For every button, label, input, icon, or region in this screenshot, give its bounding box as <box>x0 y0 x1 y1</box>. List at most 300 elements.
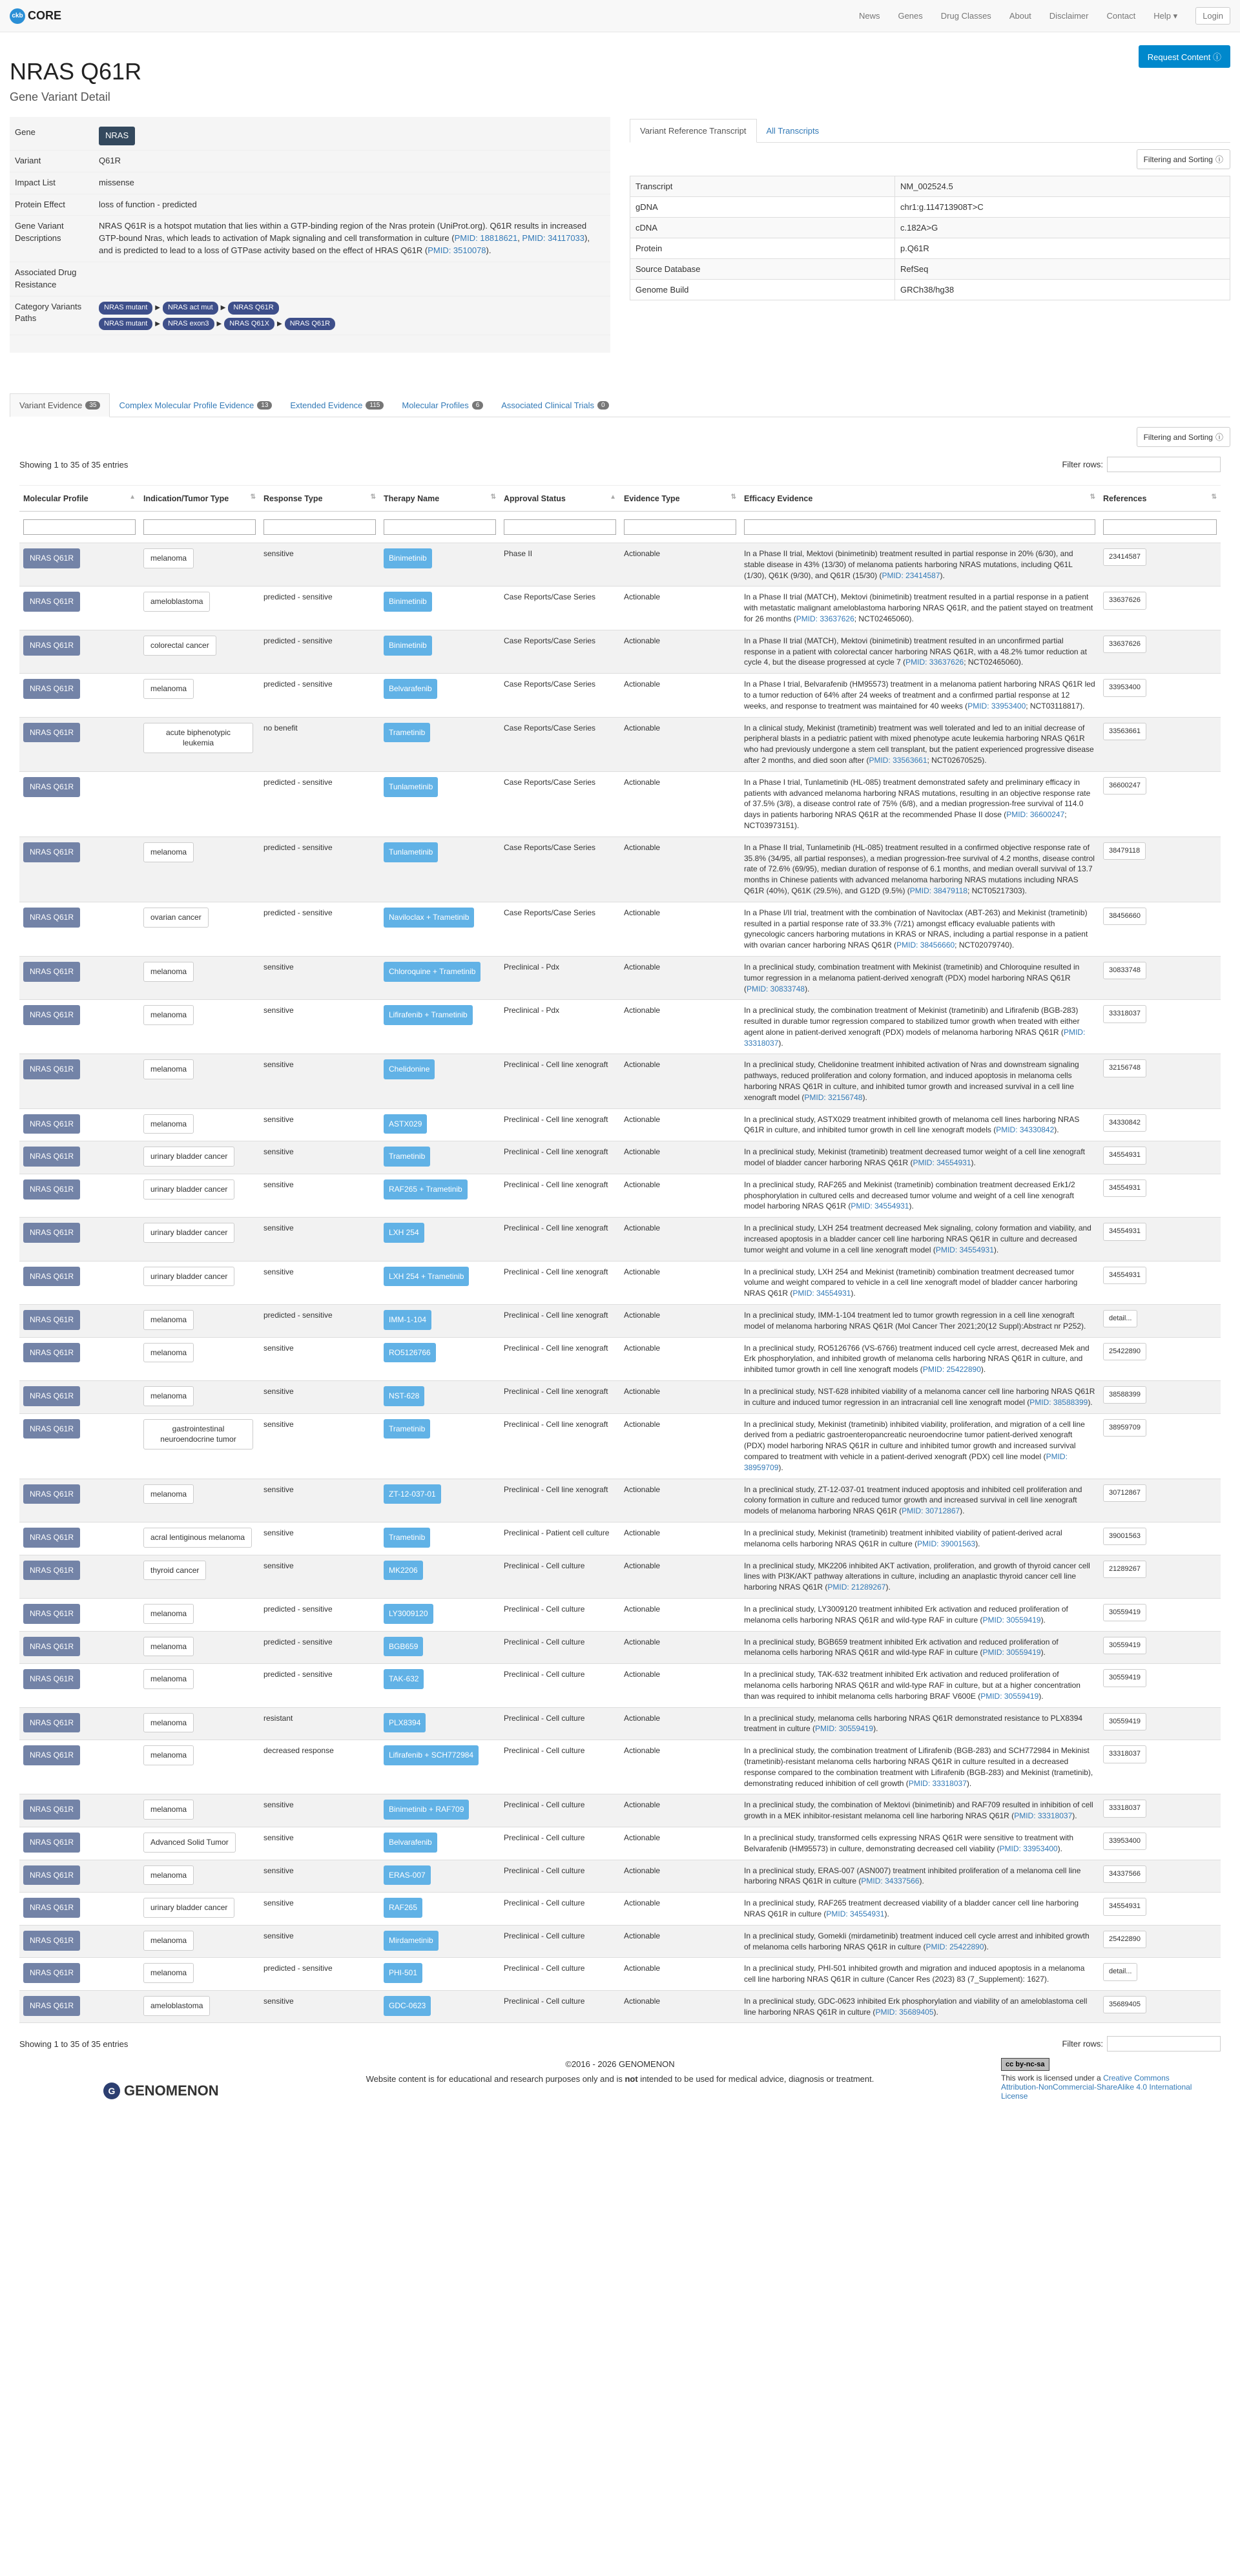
indication-button[interactable]: melanoma <box>143 1963 194 1983</box>
therapy-button[interactable]: BGB659 <box>384 1637 423 1657</box>
reference-button[interactable]: 36600247 <box>1103 777 1146 795</box>
therapy-cell <box>380 1218 500 1261</box>
column-therapy-name[interactable] <box>380 486 500 512</box>
pmid-link[interactable]: PMID: 3510078 <box>428 245 486 256</box>
pmid-link[interactable]: PMID: 39001563 <box>917 1539 976 1548</box>
pmid-link[interactable]: PMID: 33563661 <box>869 755 927 765</box>
pmid-link[interactable]: PMID: 35689405 <box>875 2007 934 2017</box>
indication-button[interactable]: melanoma <box>143 679 194 699</box>
response-type-cell: sensitive <box>260 1893 380 1926</box>
indication-cell <box>140 1174 260 1217</box>
therapy-button[interactable]: Belvarafenib <box>384 1833 437 1853</box>
assoc-value <box>99 267 605 291</box>
reference-button[interactable]: 35689405 <box>1103 1996 1146 2013</box>
therapy-button[interactable]: Trametinib <box>384 1528 430 1548</box>
evidence-filter-button[interactable] <box>1137 427 1230 447</box>
help-label: Help <box>1153 10 1172 21</box>
transcript-value: c.182A>G <box>895 218 1230 238</box>
reference-button[interactable]: 30559419 <box>1103 1637 1146 1654</box>
tab-all-transcripts[interactable]: All Transcripts <box>766 126 820 136</box>
molecular-profile-button[interactable]: NRAS Q61R <box>23 962 80 982</box>
therapy-button[interactable]: IMM-1-104 <box>384 1310 431 1330</box>
molecular-profile-button[interactable]: NRAS Q61R <box>23 1561 80 1581</box>
pmid-link[interactable]: PMID: 33953400 <box>967 701 1026 711</box>
molecular-profile-cell <box>19 1000 140 1054</box>
indication-cell <box>140 1740 260 1794</box>
molecular-profile-button[interactable]: NRAS Q61R <box>23 777 80 797</box>
pmid-link[interactable]: PMID: 30559419 <box>982 1615 1041 1625</box>
molecular-profile-button[interactable]: NRAS Q61R <box>23 1114 80 1134</box>
references-cell <box>1099 1381 1221 1414</box>
indication-button[interactable]: melanoma <box>143 1713 194 1733</box>
pmid-link[interactable]: PMID: 32156748 <box>804 1092 863 1102</box>
approval-status-cell: Preclinical - Cell line xenograft <box>500 1479 620 1522</box>
molecular-profile-button[interactable]: NRAS Q61R <box>23 723 80 743</box>
response-type-cell: predicted - sensitive <box>260 902 380 956</box>
filter-approval-status-input[interactable] <box>504 519 616 535</box>
therapy-button[interactable]: RO5126766 <box>384 1343 436 1363</box>
therapy-button[interactable]: ASTX029 <box>384 1114 427 1134</box>
evidence-table <box>19 485 1221 2023</box>
therapy-button[interactable]: GDC-0623 <box>384 1996 431 2016</box>
molecular-profile-button[interactable]: NRAS Q61R <box>23 1147 80 1167</box>
reference-button[interactable]: 34554931 <box>1103 1179 1146 1197</box>
molecular-profile-cell <box>19 1707 140 1740</box>
indication-button[interactable]: acral lentiginous melanoma <box>143 1528 252 1548</box>
efficacy-tail: ; NCT02670525). <box>927 755 987 765</box>
reference-button[interactable]: detail... <box>1103 1963 1137 1980</box>
indication-button[interactable]: melanoma <box>143 1800 194 1820</box>
filter-indication-input[interactable] <box>143 519 256 535</box>
pmid-link[interactable]: PMID: 33318037 <box>908 1778 967 1788</box>
efficacy-text: In a preclinical study, combination treatment with Mekinist (trametinib) and Chloroquine resulted in tumor regression in a melanoma patient-derived xenograft (PDX) model harboring NRAS Q61R ( <box>744 962 1080 993</box>
tab-molecular-profiles[interactable] <box>393 394 492 417</box>
molecular-profile-button[interactable]: NRAS Q61R <box>23 1419 80 1439</box>
indication-button[interactable]: melanoma <box>143 1343 194 1363</box>
reference-button[interactable]: 32156748 <box>1103 1059 1146 1077</box>
therapy-button[interactable]: Binimetinib <box>384 592 432 612</box>
response-type-cell: sensitive <box>260 1000 380 1054</box>
molecular-profile-button[interactable]: NRAS Q61R <box>23 1604 80 1624</box>
indication-button[interactable]: thyroid cancer <box>143 1561 206 1581</box>
pmid-link[interactable]: PMID: 33318037 <box>1014 1811 1073 1821</box>
filter-efficacy-evidence-input[interactable] <box>744 519 1095 535</box>
reference-button[interactable]: 33318037 <box>1103 1745 1146 1763</box>
molecular-profile-button[interactable]: NRAS Q61R <box>23 1800 80 1820</box>
filter-molecular-profile-input[interactable] <box>23 519 136 535</box>
reference-button[interactable]: 30712867 <box>1103 1484 1146 1502</box>
efficacy-text: In a preclinical study, the combination of Mektovi (binimetinib) and RAF709 resulted in inhibition of cell growth in a MEK inhibitor-resistant melanoma cell line harboring NRAS Q61R ( <box>744 1800 1093 1821</box>
reference-button[interactable]: 34554931 <box>1103 1147 1146 1164</box>
references-cell <box>1099 1479 1221 1522</box>
approval-status-cell: Preclinical - Cell line xenograft <box>500 1305 620 1338</box>
pmid-link[interactable]: PMID: 30559419 <box>982 1648 1041 1657</box>
indication-button[interactable]: melanoma <box>143 962 194 982</box>
tab-variant-reference-transcript[interactable]: Variant Reference Transcript <box>630 119 757 143</box>
indication-button[interactable]: melanoma <box>143 1386 194 1406</box>
therapy-button[interactable]: TAK-632 <box>384 1669 424 1689</box>
tab-label: Molecular Profiles <box>402 400 469 410</box>
reference-button[interactable]: 34330842 <box>1103 1114 1146 1132</box>
molecular-profile-cell <box>19 1598 140 1631</box>
indication-button[interactable]: urinary bladder cancer <box>143 1898 234 1918</box>
therapy-button[interactable]: Trametinib <box>384 723 430 743</box>
column-references[interactable] <box>1099 486 1221 512</box>
disclaimer-pre: Website content is for educational and research purposes only and is <box>366 2074 625 2084</box>
path-pill[interactable]: NRAS Q61R <box>228 302 278 315</box>
molecular-profile-button[interactable]: NRAS Q61R <box>23 1865 80 1885</box>
references-cell <box>1099 1000 1221 1054</box>
reference-button[interactable]: 33637626 <box>1103 636 1146 653</box>
nav-help-dropdown[interactable] <box>1153 11 1177 21</box>
column-efficacy-evidence[interactable] <box>740 486 1099 512</box>
column-indication[interactable] <box>140 486 260 512</box>
molecular-profile-button[interactable]: NRAS Q61R <box>23 1528 80 1548</box>
molecular-profile-button[interactable]: NRAS Q61R <box>23 1898 80 1918</box>
evidence-type-cell: Actionable <box>620 1860 740 1893</box>
indication-button[interactable]: ameloblastoma <box>143 1996 210 2016</box>
indication-cell <box>140 1958 260 1991</box>
reference-button[interactable]: 33318037 <box>1103 1005 1146 1023</box>
therapy-button[interactable]: Trametinib <box>384 1419 430 1439</box>
molecular-profile-button[interactable]: NRAS Q61R <box>23 1745 80 1765</box>
efficacy-text: In a preclinical study, melanoma cells harboring NRAS Q61R demonstrated resistance to PLX8394 treatment in culture ( <box>744 1713 1083 1734</box>
indication-button[interactable]: melanoma <box>143 842 194 862</box>
molecular-profile-button[interactable]: NRAS Q61R <box>23 1343 80 1363</box>
references-cell <box>1099 1664 1221 1707</box>
molecular-profile-button[interactable]: NRAS Q61R <box>23 842 80 862</box>
pmid-link[interactable]: PMID: 30712867 <box>902 1506 960 1516</box>
login-button[interactable]: Login <box>1195 7 1230 25</box>
indication-button[interactable]: urinary bladder cancer <box>143 1223 234 1243</box>
indication-button[interactable]: melanoma <box>143 1637 194 1657</box>
molecular-profile-cell <box>19 1794 140 1827</box>
indication-button[interactable]: melanoma <box>143 1005 194 1025</box>
transcript-filter-button[interactable] <box>1137 149 1230 169</box>
indication-button[interactable]: melanoma <box>143 1059 194 1079</box>
response-type-cell: no benefit <box>260 717 380 771</box>
molecular-profile-button[interactable]: NRAS Q61R <box>23 1310 80 1330</box>
nav-link-contact[interactable]: Contact <box>1106 11 1136 21</box>
molecular-profile-button[interactable]: NRAS Q61R <box>23 1059 80 1079</box>
pmid-link[interactable]: PMID: 33318037 <box>744 1027 1086 1048</box>
efficacy-evidence-cell <box>740 1141 1099 1174</box>
evidence-type-cell: Actionable <box>620 1631 740 1664</box>
molecular-profile-button[interactable]: NRAS Q61R <box>23 592 80 612</box>
pmid-link[interactable]: PMID: 34554931 <box>851 1201 909 1211</box>
molecular-profile-cell <box>19 587 140 630</box>
reference-button[interactable]: 39001563 <box>1103 1528 1146 1545</box>
efficacy-text: In a Phase I/II trial, treatment with the combination of Navitoclax (ABT-263) and Mekinist (trametinib) resulted in a partial response rate of 33.3% (7/21) amongst efficacy evaluable patients with gynecologic cancers harboring mutations in KRAS or NRAS, including a partial response in a patient with ovarian cancer harboring NRAS Q61R ( <box>744 908 1088 950</box>
reference-button[interactable]: 33953400 <box>1103 1833 1146 1850</box>
indication-button[interactable]: melanoma <box>143 1310 194 1330</box>
filter-rows-input[interactable] <box>1107 457 1221 472</box>
pmid-link[interactable]: PMID: 33953400 <box>999 1844 1058 1853</box>
therapy-button[interactable]: Belvarafenib <box>384 679 437 699</box>
reference-button[interactable]: 30833748 <box>1103 962 1146 979</box>
indication-button[interactable]: melanoma <box>143 1865 194 1885</box>
therapy-button[interactable]: ERAS-007 <box>384 1865 431 1885</box>
therapy-button[interactable]: LY3009120 <box>384 1604 433 1624</box>
pmid-link[interactable]: PMID: 23414587 <box>882 570 940 580</box>
indication-button[interactable]: melanoma <box>143 548 194 568</box>
indication-button[interactable]: melanoma <box>143 1931 194 1951</box>
therapy-cell <box>380 956 500 999</box>
response-type-cell: sensitive <box>260 1925 380 1958</box>
efficacy-tail: ; NCT02465060). <box>854 614 914 623</box>
therapy-button[interactable]: Tunlametinib <box>384 842 438 862</box>
molecular-profile-button[interactable]: NRAS Q61R <box>23 1963 80 1983</box>
molecular-profile-button[interactable]: NRAS Q61R <box>23 1713 80 1733</box>
reference-button[interactable]: 33637626 <box>1103 592 1146 609</box>
molecular-profile-button[interactable]: NRAS Q61R <box>23 636 80 656</box>
molecular-profile-button[interactable]: NRAS Q61R <box>23 1005 80 1025</box>
molecular-profile-button[interactable]: NRAS Q61R <box>23 1179 80 1200</box>
pmid-link[interactable]: PMID: 25422890 <box>925 1942 984 1951</box>
approval-status-cell: Preclinical - Patient cell culture <box>500 1522 620 1555</box>
caret-down-icon: ▾ <box>1173 10 1178 21</box>
reference-button[interactable]: 25422890 <box>1103 1343 1146 1360</box>
path-pill[interactable]: NRAS act mut <box>163 302 218 315</box>
molecular-profile-button[interactable]: NRAS Q61R <box>23 1223 80 1243</box>
therapy-button[interactable]: Chelidonine <box>384 1059 435 1079</box>
pmid-link[interactable]: PMID: 38456660 <box>896 940 955 950</box>
therapy-button[interactable]: RAF265 <box>384 1898 422 1918</box>
approval-status-cell: Preclinical - Cell culture <box>500 1990 620 2023</box>
license-link[interactable]: Creative Commons Attribution-NonCommercial-ShareAlike 4.0 International License <box>1001 2073 1192 2101</box>
therapy-button[interactable]: Lifirafenib + Trametinib <box>384 1005 473 1025</box>
pmid-link[interactable]: PMID: 38479118 <box>909 886 967 895</box>
response-type-cell: sensitive <box>260 956 380 999</box>
pmid-link[interactable]: PMID: 36600247 <box>1006 810 1065 820</box>
pmid-link[interactable]: PMID: 34554931 <box>913 1158 971 1168</box>
nav-link-about[interactable]: About <box>1009 11 1031 21</box>
therapy-cell <box>380 1990 500 2023</box>
therapy-button[interactable]: RAF265 + Trametinib <box>384 1179 468 1200</box>
molecular-profile-button[interactable]: NRAS Q61R <box>23 1267 80 1287</box>
evidence-type-cell: Actionable <box>620 1000 740 1054</box>
efficacy-evidence-cell <box>740 1598 1099 1631</box>
efficacy-text: In a preclinical study, ASTX029 treatment inhibited growth of melanoma cell lines harboring NRAS Q61R in culture, and inhibited tumor growth in cell line xenograft models ( <box>744 1114 1080 1135</box>
reference-button[interactable]: 38959709 <box>1103 1419 1146 1437</box>
therapy-button[interactable]: PLX8394 <box>384 1713 426 1733</box>
pmid-link[interactable]: PMID: 38588399 <box>1029 1397 1088 1407</box>
column-evidence-type[interactable] <box>620 486 740 512</box>
molecular-profile-button[interactable]: NRAS Q61R <box>23 908 80 928</box>
reference-button[interactable]: 33563661 <box>1103 723 1146 740</box>
evidence-type-cell: Actionable <box>620 543 740 587</box>
pmid-link[interactable]: PMID: 34117033 <box>522 233 585 244</box>
column-approval-status[interactable] <box>500 486 620 512</box>
reference-button[interactable]: 34554931 <box>1103 1898 1146 1915</box>
efficacy-tail: ). <box>778 1038 783 1048</box>
response-type-cell: predicted - sensitive <box>260 674 380 717</box>
pmid-link[interactable]: PMID: 30559419 <box>815 1724 874 1734</box>
references-cell <box>1099 1305 1221 1338</box>
pmid-link[interactable]: PMID: 18818621 <box>454 233 518 244</box>
pmid-link[interactable]: PMID: 34330842 <box>996 1125 1055 1135</box>
indication-button[interactable]: urinary bladder cancer <box>143 1179 234 1200</box>
therapy-button[interactable]: Binimetinib + RAF709 <box>384 1800 469 1820</box>
molecular-profile-button[interactable]: NRAS Q61R <box>23 1833 80 1853</box>
filter-rows-input[interactable] <box>1107 2036 1221 2051</box>
molecular-profile-button[interactable]: NRAS Q61R <box>23 1484 80 1504</box>
indication-button[interactable]: melanoma <box>143 1669 194 1689</box>
molecular-profile-cell <box>19 717 140 771</box>
molecular-profile-button[interactable]: NRAS Q61R <box>23 1386 80 1406</box>
pmid-link[interactable]: PMID: 38959709 <box>744 1452 1068 1472</box>
therapy-button[interactable]: Naviloclax + Trametinib <box>384 908 474 928</box>
gene-link[interactable]: NRAS <box>99 127 135 145</box>
filter-evidence-type-input[interactable] <box>624 519 736 535</box>
indication-cell <box>140 1000 260 1054</box>
therapy-button[interactable]: Chloroquine + Trametinib <box>384 962 480 982</box>
therapy-cell <box>380 771 500 836</box>
indication-button[interactable]: melanoma <box>143 1484 194 1504</box>
pmid-link[interactable]: PMID: 33637626 <box>796 614 854 623</box>
evidence-type-cell: Actionable <box>620 1108 740 1141</box>
tab-variant-evidence[interactable] <box>10 393 110 417</box>
approval-status-cell: Preclinical - Cell line xenograft <box>500 1381 620 1414</box>
reference-button[interactable]: 30559419 <box>1103 1713 1146 1730</box>
nav-link-disclaimer[interactable]: Disclaimer <box>1049 11 1089 21</box>
efficacy-evidence-cell <box>740 1054 1099 1108</box>
table-row <box>19 1598 1221 1631</box>
references-cell <box>1099 674 1221 717</box>
molecular-profile-button[interactable]: NRAS Q61R <box>23 1931 80 1951</box>
molecular-profile-button[interactable]: NRAS Q61R <box>23 1637 80 1657</box>
therapy-button[interactable]: ZT-12-037-01 <box>384 1484 441 1504</box>
pmid-link[interactable]: PMID: 34554931 <box>935 1245 994 1254</box>
therapy-button[interactable]: NST-628 <box>384 1386 424 1406</box>
therapy-button[interactable]: Binimetinib <box>384 636 432 656</box>
efficacy-tail: ). <box>885 1583 891 1592</box>
nav-link-news[interactable]: News <box>858 11 880 21</box>
reference-button[interactable]: 34554931 <box>1103 1267 1146 1284</box>
pmid-link[interactable]: PMID: 33637626 <box>905 658 964 667</box>
path-pill[interactable]: NRAS exon3 <box>163 318 214 331</box>
indication-button[interactable]: melanoma <box>143 1604 194 1624</box>
therapy-button[interactable]: Tunlametinib <box>384 777 438 797</box>
reference-button[interactable]: 23414587 <box>1103 548 1146 566</box>
reference-button[interactable]: 33953400 <box>1103 679 1146 696</box>
indication-button[interactable]: Advanced Solid Tumor <box>143 1833 236 1853</box>
transcript-key: gDNA <box>630 197 895 218</box>
pmid-link[interactable]: PMID: 30559419 <box>980 1691 1039 1701</box>
indication-button[interactable]: melanoma <box>143 1114 194 1134</box>
assoc-label: Associated Drug Resistance <box>15 267 77 289</box>
indication-button[interactable]: colorectal cancer <box>143 636 216 656</box>
indication-button[interactable]: gastrointestinal neuroendocrine tumor <box>143 1419 253 1450</box>
molecular-profile-cell <box>19 1141 140 1174</box>
gene-info-panel <box>10 117 610 353</box>
path-pill[interactable]: NRAS mutant <box>99 302 152 315</box>
pmid-link[interactable]: PMID: 30833748 <box>747 984 805 993</box>
indication-button[interactable]: ovarian cancer <box>143 908 209 928</box>
molecular-profile-button[interactable]: NRAS Q61R <box>23 548 80 568</box>
therapy-button[interactable]: MK2206 <box>384 1561 423 1581</box>
path-pill[interactable]: NRAS mutant <box>99 318 152 331</box>
reference-button[interactable]: 21289267 <box>1103 1561 1146 1578</box>
reference-button[interactable]: 34337566 <box>1103 1865 1146 1883</box>
indication-button[interactable]: urinary bladder cancer <box>143 1267 234 1287</box>
transcript-row <box>630 238 1230 259</box>
pmid-link[interactable]: PMID: 34554931 <box>792 1289 851 1298</box>
indication-button[interactable]: acute biphenotypic leukemia <box>143 723 253 754</box>
therapy-cell <box>380 1631 500 1664</box>
brand[interactable] <box>10 8 61 24</box>
molecular-profile-button[interactable]: NRAS Q61R <box>23 1996 80 2016</box>
license <box>1001 2058 1195 2101</box>
reference-button[interactable]: 33318037 <box>1103 1800 1146 1817</box>
indication-cell <box>140 1893 260 1926</box>
column-molecular-profile[interactable] <box>19 486 140 512</box>
request-content-button[interactable] <box>1139 45 1230 68</box>
therapy-button[interactable]: LXH 254 <box>384 1223 424 1243</box>
therapy-button[interactable]: PHI-501 <box>384 1963 422 1983</box>
therapy-button[interactable]: Mirdametinib <box>384 1931 439 1951</box>
efficacy-evidence-cell <box>740 1740 1099 1794</box>
path-pill[interactable]: NRAS Q61X <box>224 318 274 331</box>
evidence-type-cell: Actionable <box>620 1522 740 1555</box>
molecular-profile-button[interactable]: NRAS Q61R <box>23 1669 80 1689</box>
pmid-link[interactable]: PMID: 34554931 <box>826 1909 885 1918</box>
therapy-button[interactable]: LXH 254 + Trametinib <box>384 1267 469 1287</box>
reference-button[interactable]: 38456660 <box>1103 908 1146 925</box>
molecular-profile-button[interactable]: NRAS Q61R <box>23 679 80 699</box>
pmid-link[interactable]: PMID: 34337566 <box>861 1876 920 1886</box>
reference-button[interactable]: 38588399 <box>1103 1386 1146 1404</box>
indication-button[interactable]: urinary bladder cancer <box>143 1147 234 1167</box>
efficacy-tail: ). <box>1040 1615 1046 1625</box>
pmid-link[interactable]: PMID: 21289267 <box>827 1583 886 1592</box>
reference-button[interactable]: 38479118 <box>1103 842 1146 860</box>
molecular-profile-cell <box>19 1108 140 1141</box>
pmid-link[interactable]: PMID: 25422890 <box>922 1365 981 1375</box>
reference-button[interactable]: 30559419 <box>1103 1669 1146 1687</box>
filter-references-input[interactable] <box>1103 519 1217 535</box>
path-pill[interactable]: NRAS Q61R <box>285 318 335 331</box>
variant-path-2 <box>99 317 605 331</box>
tab-associated-clinical-trials[interactable] <box>492 394 617 417</box>
column-label: Efficacy Evidence <box>744 493 813 503</box>
therapy-button[interactable]: Binimetinib <box>384 548 432 568</box>
indication-button[interactable]: melanoma <box>143 1745 194 1765</box>
efficacy-evidence-cell <box>740 1860 1099 1893</box>
therapy-button[interactable]: Lifirafenib + SCH772984 <box>384 1745 479 1765</box>
nav-link-genes[interactable]: Genes <box>898 11 923 21</box>
filter-therapy-name-input[interactable] <box>384 519 496 535</box>
reference-button[interactable]: 30559419 <box>1103 1604 1146 1621</box>
reference-button[interactable]: detail... <box>1103 1310 1137 1327</box>
references-cell <box>1099 1794 1221 1827</box>
filter-response-type-input[interactable] <box>264 519 376 535</box>
indication-button[interactable]: ameloblastoma <box>143 592 210 612</box>
efficacy-text: In a clinical study, Mekinist (trametinib) treatment was well tolerated and led to an initial decrease of peripheral blasts in a pediatric patient with mixed phenotype acute leukemia harboring NRAS Q61R who had previously undergone a stem cell transplant, but the patient experienced progressive disease after 2 months, and died soon after ( <box>744 723 1094 765</box>
transcript-tabs <box>630 117 1230 143</box>
reference-button[interactable]: 25422890 <box>1103 1931 1146 1948</box>
therapy-button[interactable]: Trametinib <box>384 1147 430 1167</box>
genomenon-logo[interactable] <box>103 2083 219 2099</box>
column-response-type[interactable] <box>260 486 380 512</box>
tab-complex-molecular-profile-evidence[interactable] <box>110 394 281 417</box>
efficacy-tail: ). <box>1057 1844 1062 1853</box>
approval-status-cell: Case Reports/Case Series <box>500 771 620 836</box>
cc-license-badge[interactable]: cc by-nc-sa <box>1001 2058 1049 2071</box>
reference-button[interactable]: 34554931 <box>1103 1223 1146 1240</box>
nav-link-drug-classes[interactable]: Drug Classes <box>940 11 991 21</box>
tab-extended-evidence[interactable] <box>281 394 393 417</box>
